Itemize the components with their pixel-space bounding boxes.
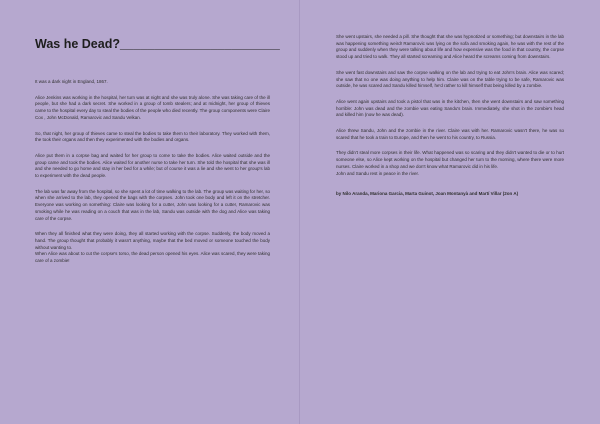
paragraph: They didn't steal more corpses in their life. What happened was so scaring and they didn't wanted to die or to hurt someone else, so Alice kept working on the hospital but changed her turn to the morning, where there were more nurses. Claire worked in a shop and we don't know what Ramarovic did in his life. — [336, 150, 564, 169]
paragraph: She went fast downstairs and saw the corpse walking on the lab and trying to eat John's brain. Alice was scared; she saw that no one was doing anything to help him. Claire was on the table trying to be safe, Ramarovic was outside, he was scared and Sandu killed himself, he'd rather to kill himself that being killed by a zombie. — [336, 69, 564, 89]
authors-byline: by Nilo Aranda, Mariona Garcia, Marta Guinot, Joan Montanyà and Martí Villar (2on A) — [336, 191, 519, 197]
paragraph: John and Sandu rest in peace in the river. — [336, 170, 420, 176]
paragraph: So, that night, her group of thieves came to steal the bodies to take them to their laboratory. They worked with them, the took their organs and then they experimented with the bodies and organs. — [35, 130, 270, 143]
story-title: Was he Dead?_______________________ — [35, 37, 280, 51]
paragraph: Alice Jenkins was working in the hospital, her turn was at night and she was truly alone. She was taking care of the ill people, but she had a dark secret. She worked in a group of tomb stealers; and at midnight, her group of thieves came to the hospital every day to steal the bodies of the people who died recently. The group components were Claire Cox , John McDonald, Ramarovic and Sandu Velkan. — [35, 94, 270, 120]
paragraph: Alice went again upstairs and took a pistol that was in the kitchen, then she went downstairs and saw something horrible: John was dead and the zombie was eating Sandu's brain. Immediately, she shot in the zombie's head and killed him (now he was dead). — [336, 98, 564, 118]
paragraph: The lab was far away from the hospital, so she spent a lot of time walking to the lab. The group was waiting for her, so when she arrived to the lab, they opened the bags with the corpses. John took one body and left it on the stretcher. Everyone was working on something: Claire was looking for a cutter, John was looking for a cutter, Ramarovic was smoking while he was reading on a couch that was in the lab, Sandu was outside with the dog and Alice was taking care of the corpse. — [35, 188, 270, 221]
paragraph: When Alice was about to cut the corpse's torso, the dead person opened his eyes. Alice was scared, they were taking care of a zombie! — [35, 251, 270, 264]
paragraph: It was a dark night in England, 1867. — [35, 79, 108, 84]
paragraph: She went upstairs, she needed a pill. She thought that she was hypnotized or something; but downstairs in the lab was happening something weird! Ramarovic was lying on the sofa and smoking again, he was with the rest of the group and suddenly when they were talking about life and how expensive was the food in that country, the corpse stood up and tried to walk. They all started screaming and Alice heard the screams coming from downstairs. — [336, 34, 564, 60]
right-page — [300, 0, 600, 424]
paragraph: Alice threw Sandu, John and the zombie in the river. Claire was with her. Ramarovic wasn't there, he was so scared that he took a train to Europe, and then he went to his country, to Russia. — [336, 128, 564, 140]
paragraph: When they all finished what they were doing, they all started working with the corpse. Suddenly, the body moved a hand. The group thought that probably it wasn't anything, maybe that the bed moved or someone touched the body without wanting to. — [35, 231, 270, 250]
paragraph: Alice put them in a corpse bag and waited for her group to come to take the bodies. Alice waited outside and the group came and took the bodies. Alice waited for another nurse to take her turn. She told the hospital that she was ill and she needed to go home and stay in her bed for a while; but of course it was a lie and she went to her group's lab to experiment with the dead people. — [35, 152, 270, 179]
